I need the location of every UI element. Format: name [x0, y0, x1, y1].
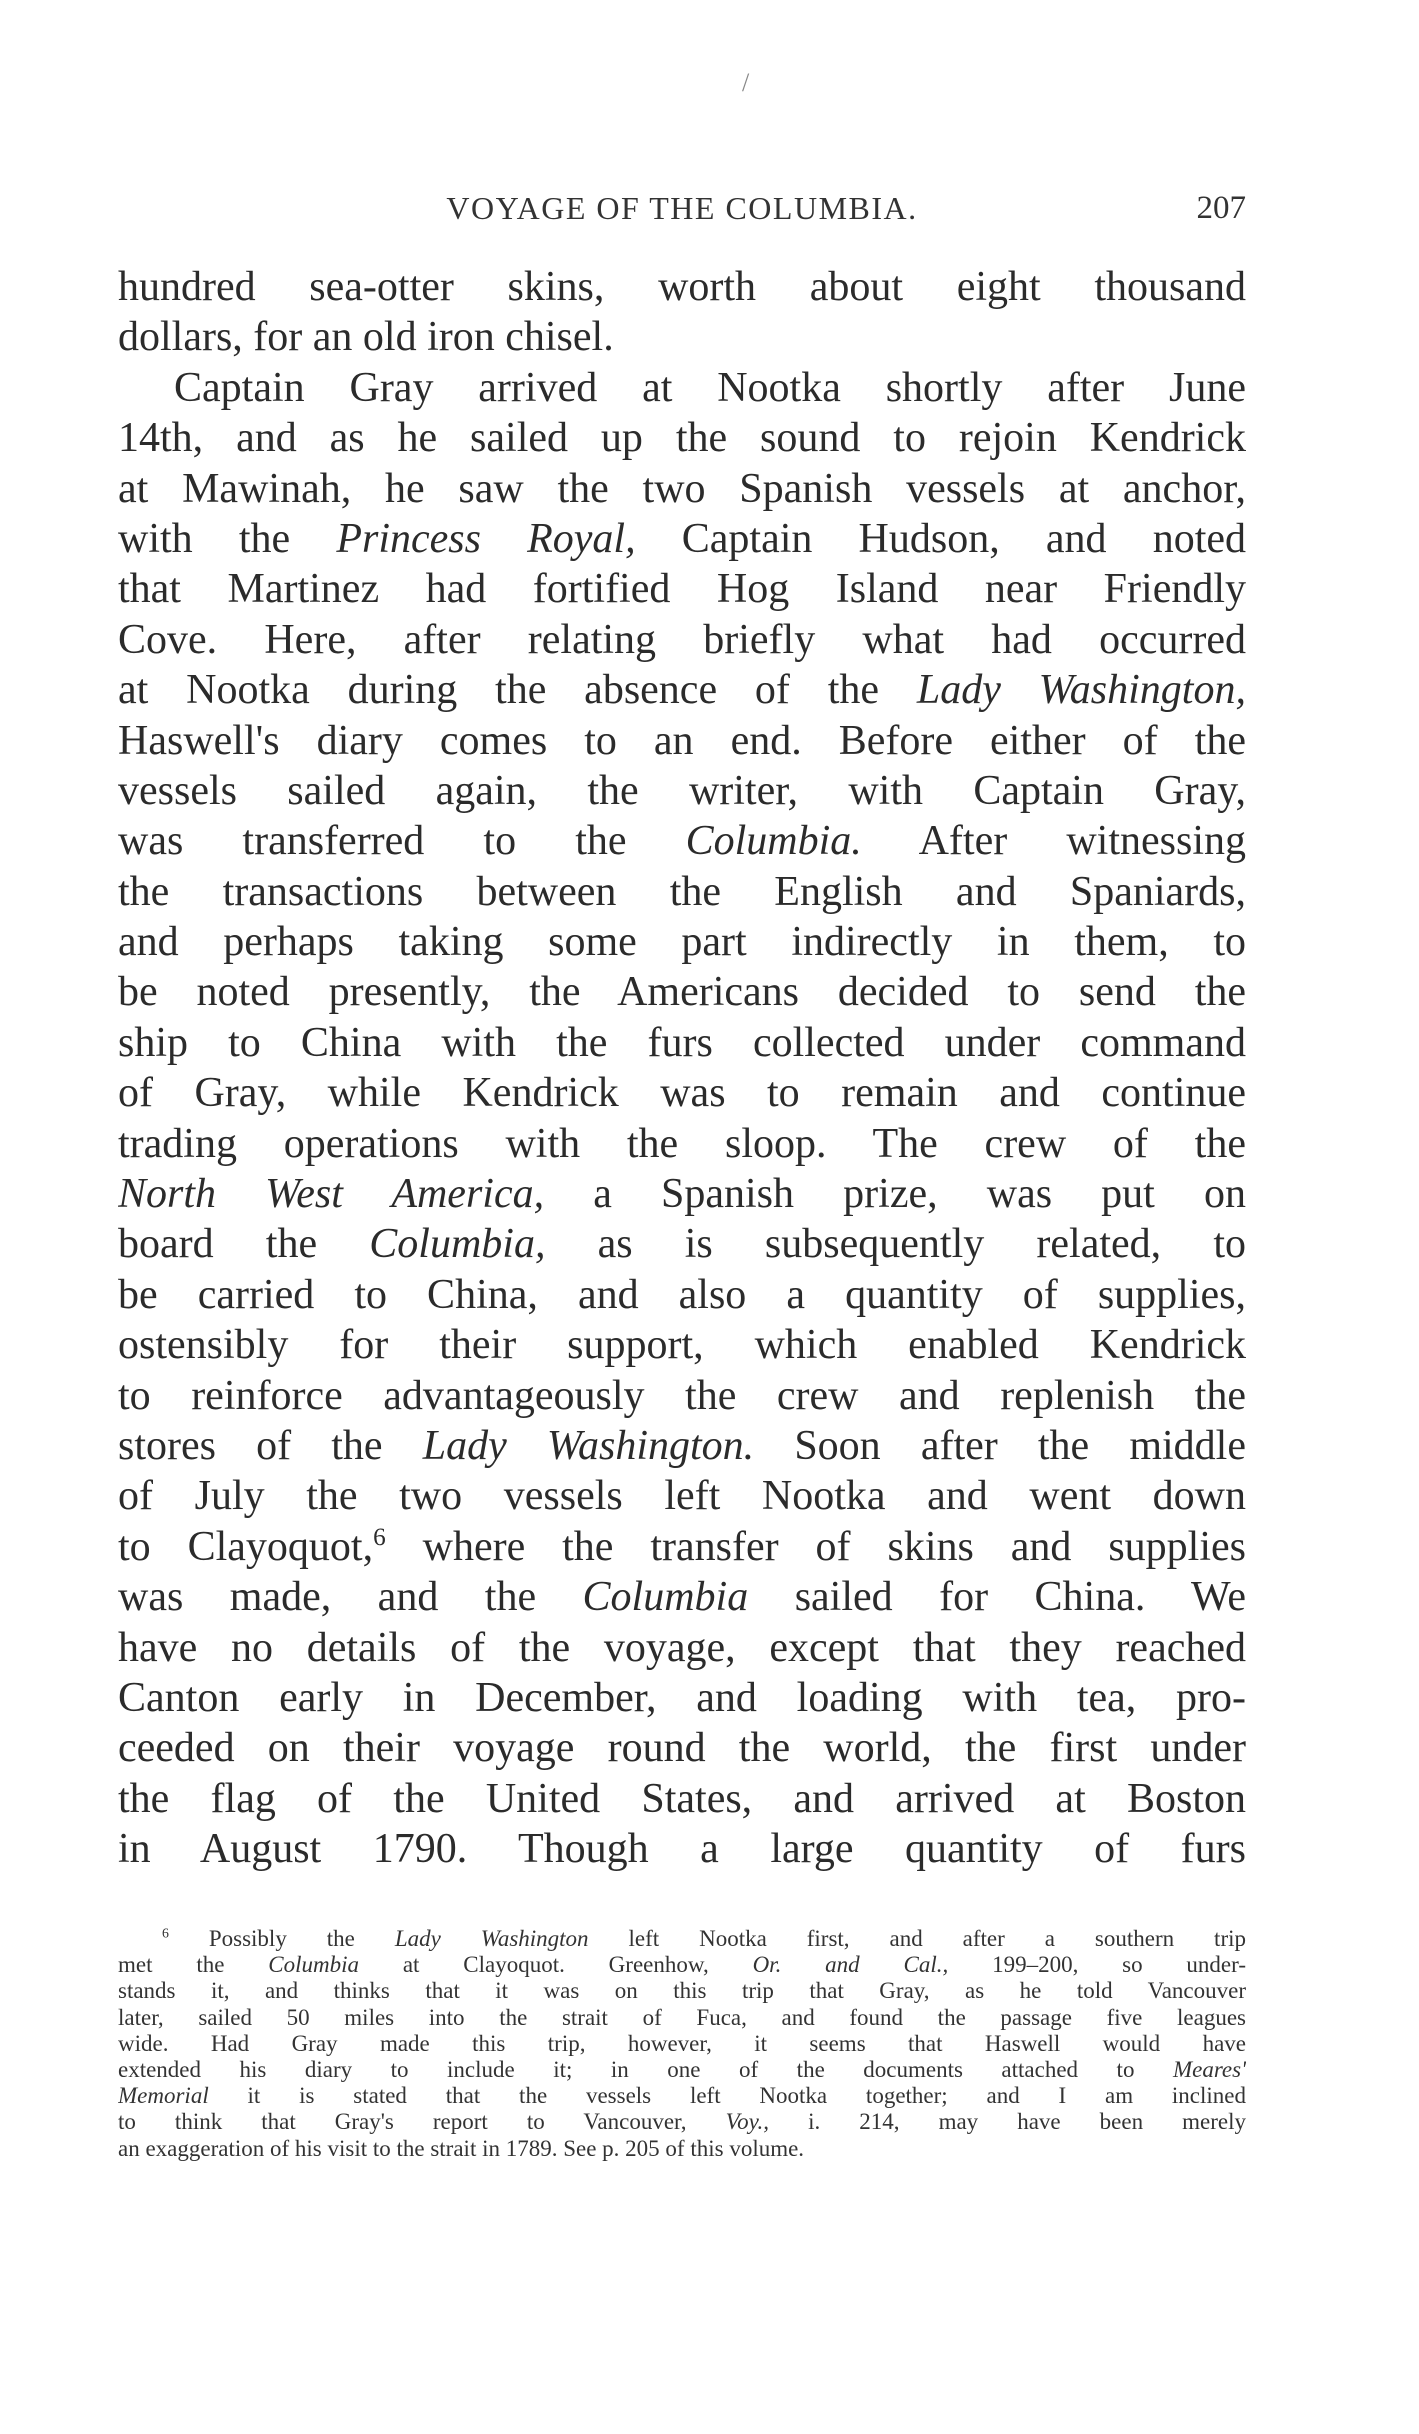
body-line: stores of the Lady Washington. Soon after the middle: [118, 1422, 1246, 1469]
body-line: 14th, and as he sailed up the sound to rejoin Kendrick: [118, 415, 1246, 462]
body-line: dollars, for an old iron chisel.: [118, 314, 614, 361]
body-line: Canton early in December, and loading with tea, pro-: [118, 1674, 1246, 1721]
footnotes: [118, 1926, 1246, 2162]
body-line: board the Columbia, as is subsequently related, to: [118, 1221, 1246, 1268]
body-line: North West America, a Spanish prize, was put on: [118, 1171, 1246, 1218]
footnote-line: $^6$ Possibly the Lady Washington left Nootka first, and after a southern trip: [162, 1926, 1246, 1951]
body-line: of Gray, while Kendrick was to remain and continue: [118, 1070, 1246, 1117]
body-line: ostensibly for their support, which enabled Kendrick: [118, 1322, 1246, 1369]
body-line: Haswell's diary comes to an end. Before either of the: [118, 717, 1246, 764]
footnote-line: extended his diary to include it; in one of the documents attached to Meares': [118, 2056, 1246, 2082]
body-line: was made, and the Columbia sailed for China. We: [118, 1574, 1246, 1621]
body-line: was transferred to the Columbia. After witnessing: [118, 818, 1246, 865]
running-title: VOYAGE OF THE COLUMBIA.: [446, 190, 918, 226]
footnote-line: later, sailed 50 miles into the strait of Fuca, and found the passage five leagues: [118, 2004, 1246, 2030]
body-line: ship to China with the furs collected under command: [118, 1019, 1246, 1066]
body-line: have no details of the voyage, except that they reached: [118, 1624, 1246, 1671]
page-number: 207: [1196, 190, 1246, 226]
body-line: trading operations with the sloop. The crew of the: [118, 1120, 1246, 1167]
body-line: at Mawinah, he saw the two Spanish vessels at anchor,: [118, 465, 1246, 512]
body-line: in August 1790. Though a large quantity of furs: [118, 1826, 1246, 1873]
footnote-line: Memorial it is stated that the vessels left Nootka together; and I am inclined: [118, 2083, 1246, 2109]
body-line: Captain Gray arrived at Nootka shortly after June: [174, 364, 1246, 411]
body-line: vessels sailed again, the writer, with Captain Gray,: [118, 767, 1246, 814]
stray-pencil-mark: /: [742, 68, 750, 97]
footnote-line: to think that Gray's report to Vancouver, Voy., i. 214, may have been merely: [118, 2109, 1246, 2135]
body-line: be noted presently, the Americans decided to send the: [118, 969, 1246, 1016]
running-head: [118, 190, 1246, 230]
footnote-line: an exaggeration of his visit to the strait in 1789. See p. 205 of this volume.: [118, 2135, 805, 2161]
body-line: with the Princess Royal, Captain Hudson, and noted: [118, 515, 1246, 562]
body-line: to reinforce advantageously the crew and replenish the: [118, 1372, 1246, 1419]
body-line: at Nootka during the absence of the Lady Washington,: [118, 667, 1246, 714]
body-line: hundred sea-otter skins, worth about eight thousand: [118, 264, 1246, 310]
footnote-line: wide. Had Gray made this trip, however, it seems that Haswell would have: [118, 2030, 1246, 2056]
footnote-line: stands it, and thinks that it was on this trip that Gray, as he told Vancouver: [118, 1978, 1246, 2004]
body-line: and perhaps taking some part indirectly in them, to: [118, 919, 1246, 966]
body-line: of July the two vessels left Nootka and went down: [118, 1473, 1246, 1520]
body-text: [118, 262, 1246, 1875]
body-line: to Clayoquot,$^6$ where the transfer of skins and supplies: [118, 1523, 1246, 1570]
body-line: Cove. Here, after relating briefly what had occurred: [118, 616, 1246, 663]
body-line: be carried to China, and also a quantity of supplies,: [118, 1271, 1246, 1318]
body-line: the flag of the United States, and arrived at Boston: [118, 1775, 1246, 1822]
body-line: ceeded on their voyage round the world, the first under: [118, 1725, 1246, 1772]
footnote-line: met the Columbia at Clayoquot. Greenhow, Or. and Cal., 199–200, so under-: [118, 1952, 1246, 1978]
body-line: that Martinez had fortified Hog Island near Friendly: [118, 566, 1246, 613]
body-line: the transactions between the English and Spaniards,: [118, 868, 1246, 915]
